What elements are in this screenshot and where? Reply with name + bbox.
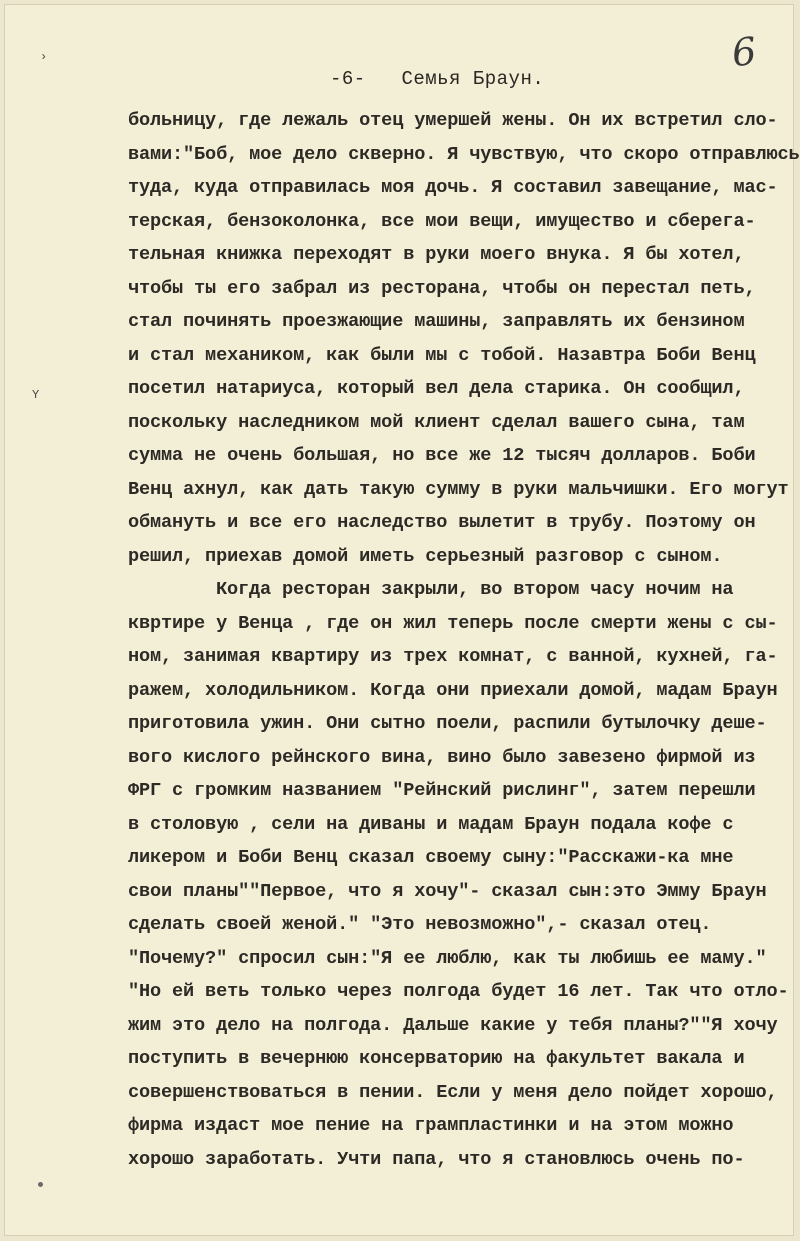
text-line: решил, приехав домой иметь серьезный разговор с сыном. <box>128 545 723 567</box>
text-line: сделать своей женой." "Это невозможно",- сказал отец. <box>128 914 712 935</box>
text-line: вого кислого рейнского вина, вино было завезено фирмой из <box>128 746 756 768</box>
binding-hole-mark <box>38 1182 43 1187</box>
text-line: Венц ахнул, как дать такую сумму в руки мальчишки. Его могут <box>128 478 789 500</box>
text-line: поступить в вечернюю консерваторию на факультет вакала и <box>128 1048 745 1069</box>
page-header <box>330 68 544 90</box>
text-line: поскольку наследником мой клиент сделал вашего сына, там <box>128 411 745 433</box>
page-title: Семья Браун. <box>401 68 545 90</box>
text-line: ФРГ с громким названием "Рейнский рислинг", затем перешли <box>128 780 756 801</box>
text-line: тельная книжка переходят в руки моего внука. Я бы хотел, <box>128 244 745 265</box>
text-line: вами:"Боб, мое дело скверно. Я чувствую, что скоро отправлюсь <box>128 143 800 165</box>
typed-body-text <box>128 104 800 1176</box>
text-line: "Почему?" спросил сын:"Я ее люблю, как ты любишь ее маму." <box>128 947 767 969</box>
text-line: приготовила ужин. Они сытно поели, распили бутылочку деше- <box>128 713 767 734</box>
text-line: посетил натариуса, который вел дела старика. Он сообщил, <box>128 378 745 399</box>
text-line: ном, занимая квартиру из трех комнат, с ванной, кухней, га- <box>128 646 778 667</box>
text-line: "Но ей веть только через полгода будет 16 лет. Так что отло- <box>128 981 789 1002</box>
text-line: сумма не очень большая, но все же 12 тысяч долларов. Боби <box>128 445 756 466</box>
page-number: -6- <box>330 68 366 90</box>
paragraph-start-line: Когда ресторан закрыли, во втором часу ночим на <box>216 579 734 600</box>
text-line: больницу, где лежаль отец умершей жены. Он их встретил сло- <box>128 110 778 131</box>
text-line: хорошо заработать. Учти папа, что я становлюсь очень по- <box>128 1148 745 1170</box>
text-line: ражем, холодильником. Когда они приехали домой, мадам Браун <box>128 679 778 701</box>
text-line: свои планы""Первое, что я хочу"- сказал сын:это Эмму Браун <box>128 880 767 902</box>
text-line: чтобы ты его забрал из ресторана, чтобы он перестал петь, <box>128 277 756 299</box>
text-line: туда, куда отправилась моя дочь. Я составил завещание, мас- <box>128 177 778 198</box>
handwritten-folio-number: 6 <box>729 28 759 76</box>
text-line: стал починять проезжающие машины, заправлять их бензином <box>128 311 745 332</box>
text-line: совершенствоваться в пении. Если у меня дело пойдет хорошо, <box>128 1081 778 1103</box>
text-line: квртире у Венца , где он жил теперь после смерти жены с сы- <box>128 612 778 634</box>
text-line: ликером и Боби Венц сказал своему сыну:"Расскажи-ка мне <box>128 847 734 868</box>
text-line: фирма издаст мое пение на грампластинки и на этом можно <box>128 1115 734 1136</box>
margin-tick-mark: › <box>40 50 48 64</box>
text-line: и стал механиком, как были мы с тобой. Назавтра Боби Венц <box>128 344 756 366</box>
text-line: терская, бензоколонка, все мои вещи, имущество и сберега- <box>128 210 756 232</box>
margin-tick-mark: Y <box>32 388 40 402</box>
text-line: жим это дело на полгода. Дальше какие у тебя планы?""Я хочу <box>128 1014 778 1036</box>
text-line: в столовую , сели на диваны и мадам Браун подала кофе с <box>128 813 734 835</box>
text-line: обмануть и все его наследство вылетит в трубу. Поэтому он <box>128 512 756 533</box>
